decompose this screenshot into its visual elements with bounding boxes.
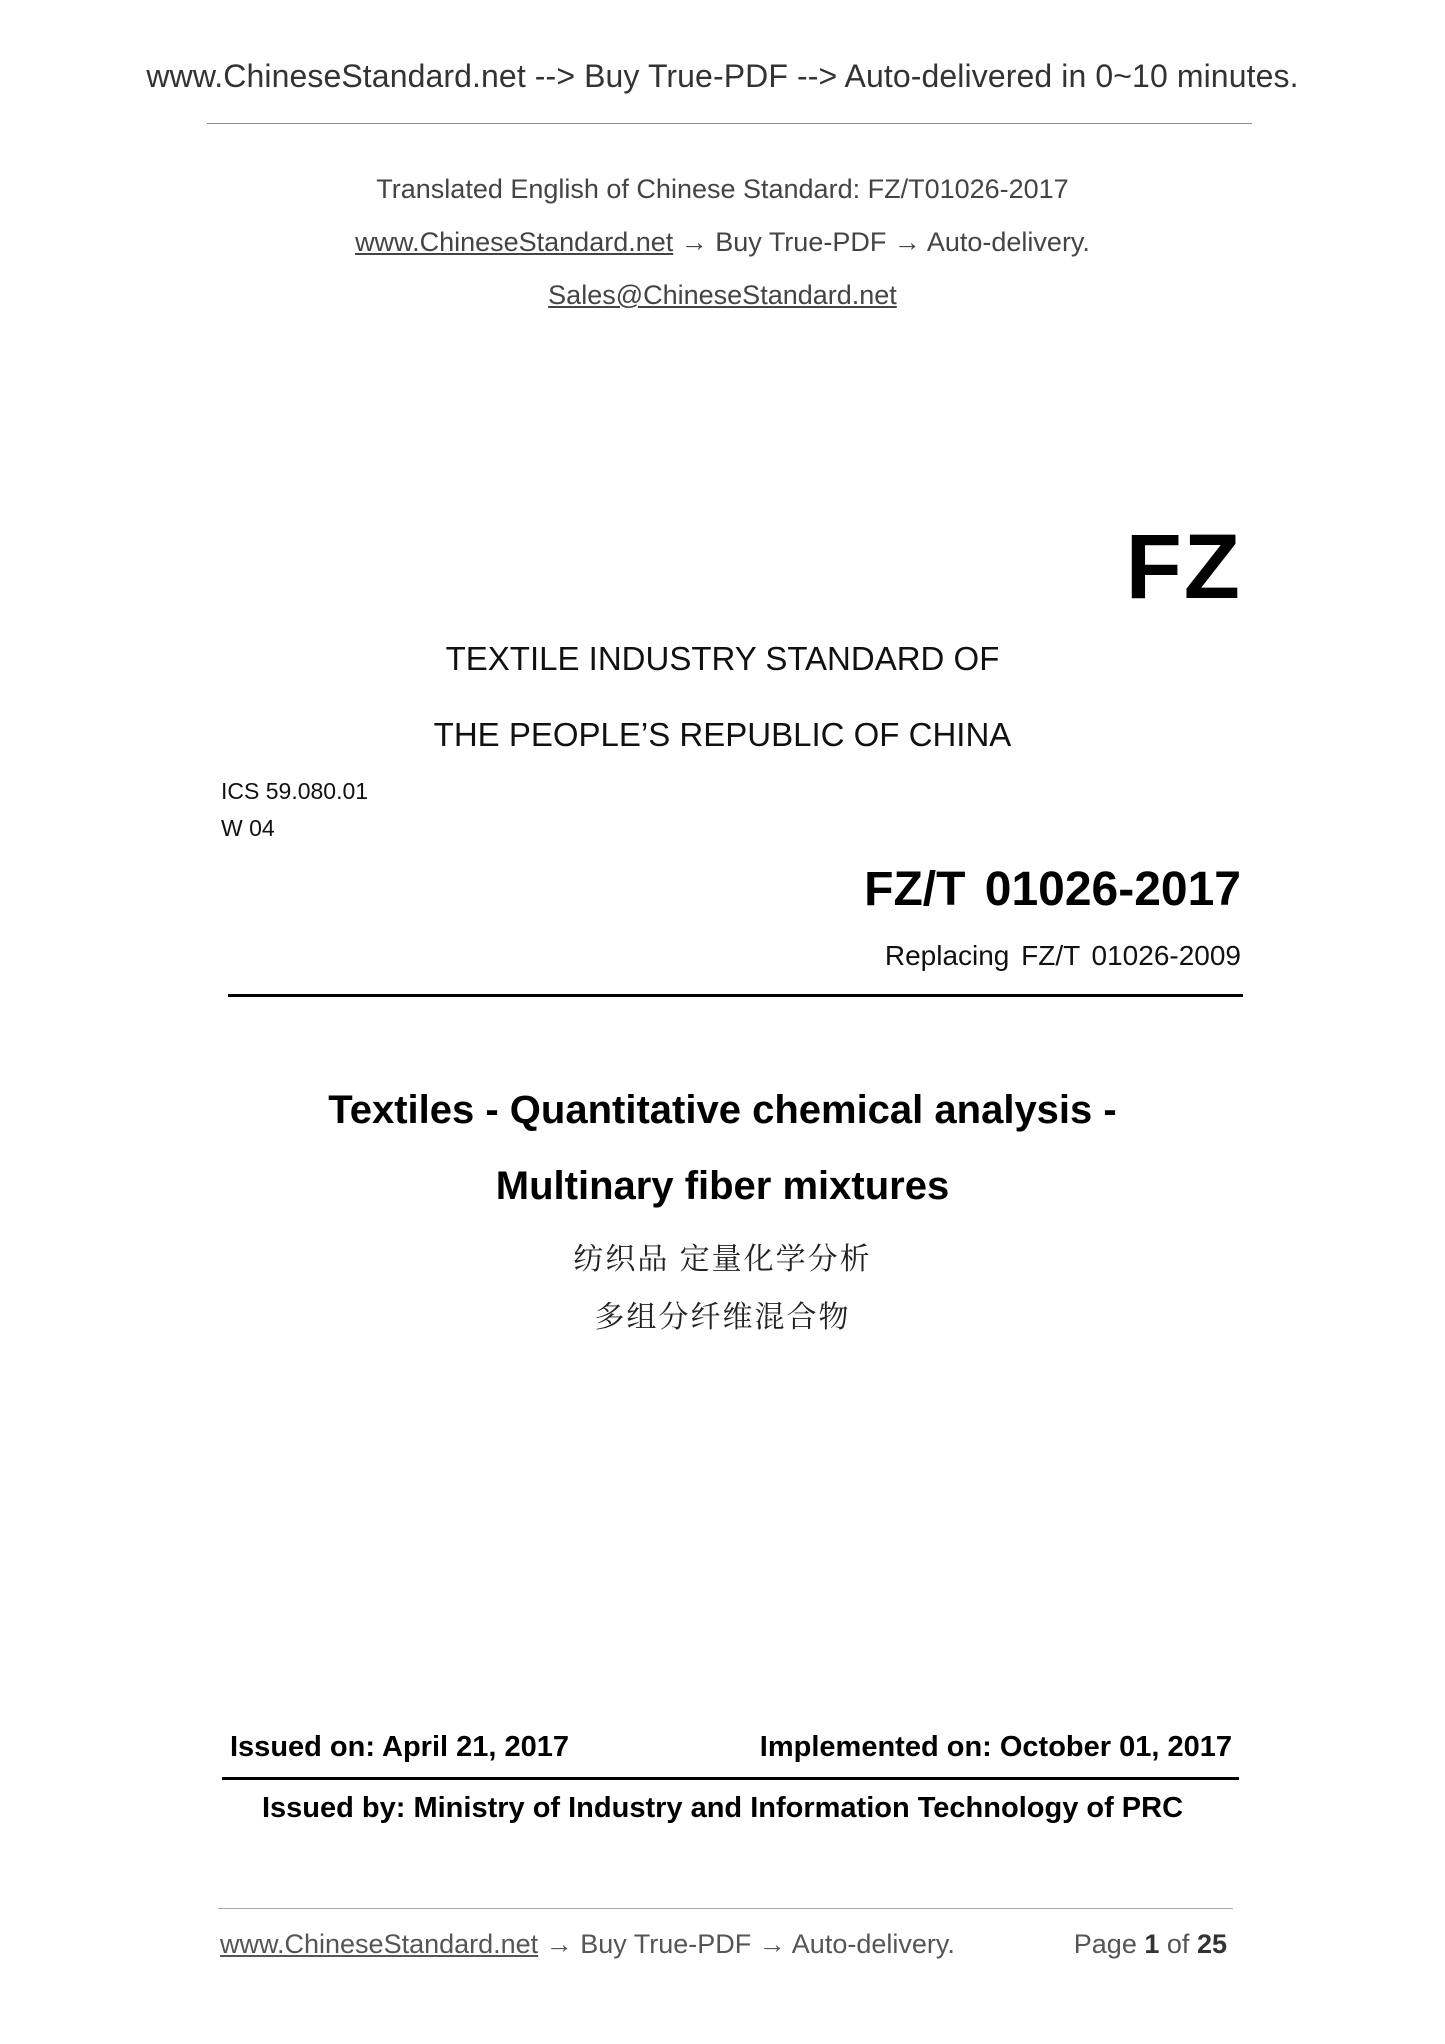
of-label: of [1166,1929,1190,1959]
implemented-date: Implemented on: October 01, 2017 [759,1731,1232,1763]
auto-delivery-text: Auto-delivery. [926,227,1090,257]
title-divider [228,994,1243,997]
site-link[interactable]: www.ChineseStandard.net [355,227,674,257]
standard-heading-line1: TEXTILE INDUSTRY STANDARD OF [445,640,1000,677]
issued-date: Issued on: April 21, 2017 [230,1731,569,1763]
arrow-icon: → [758,1929,786,1959]
page-indicator [1074,1929,1227,1960]
page-number: 1 [1144,1929,1160,1959]
page-total: 25 [1196,1929,1227,1959]
title-en-line2: Multinary fiber mixtures [495,1164,950,1208]
arrow-icon: → [893,227,921,257]
translation-note: Translated English of Chinese Standard: FZ/T01026-2017 [376,174,1069,204]
fz-logo: FZ [1125,516,1242,618]
sales-email-row [0,280,1445,311]
header-divider [207,123,1252,124]
footer-site-link[interactable]: www.ChineseStandard.net [220,1929,539,1959]
title-en-line1: Textiles - Quantitative chemical analysis - [328,1088,1117,1132]
dates-divider [222,1777,1239,1780]
title-cn-line2: 多组分纤维混合物 [594,1301,851,1334]
standard-code: FZ/T 01026-2017 [864,863,1241,916]
footer-delivery-text: Auto-delivery. [791,1929,955,1959]
footer-divider [218,1908,1233,1909]
ics-code: ICS 59.080.01 [221,778,369,804]
footer-links [220,1929,955,1960]
intro-links [0,227,1445,258]
buy-pdf-text: Buy True-PDF [715,227,887,257]
arrow-icon: → [545,1929,573,1959]
title-cn-line1: 纺织品 定量化学分析 [573,1243,872,1276]
arrow-icon: → [680,227,708,257]
issued-by: Issued by: Ministry of Industry and Information Technology of PRC [261,1792,1184,1824]
replacing-note: Replacing FZ/T 01026-2009 [884,940,1241,971]
top-banner[interactable]: www.ChineseStandard.net --> Buy True-PDF --> Auto-delivered in 0~10 minutes. [146,58,1299,94]
footer-buy-text: Buy True-PDF [580,1929,752,1959]
standard-heading-line2: THE PEOPLE’S REPUBLIC OF CHINA [433,716,1012,753]
ccs-code: W 04 [221,815,275,841]
sales-email-link[interactable]: Sales@ChineseStandard.net [548,280,897,310]
page-label: Page [1073,1929,1137,1959]
